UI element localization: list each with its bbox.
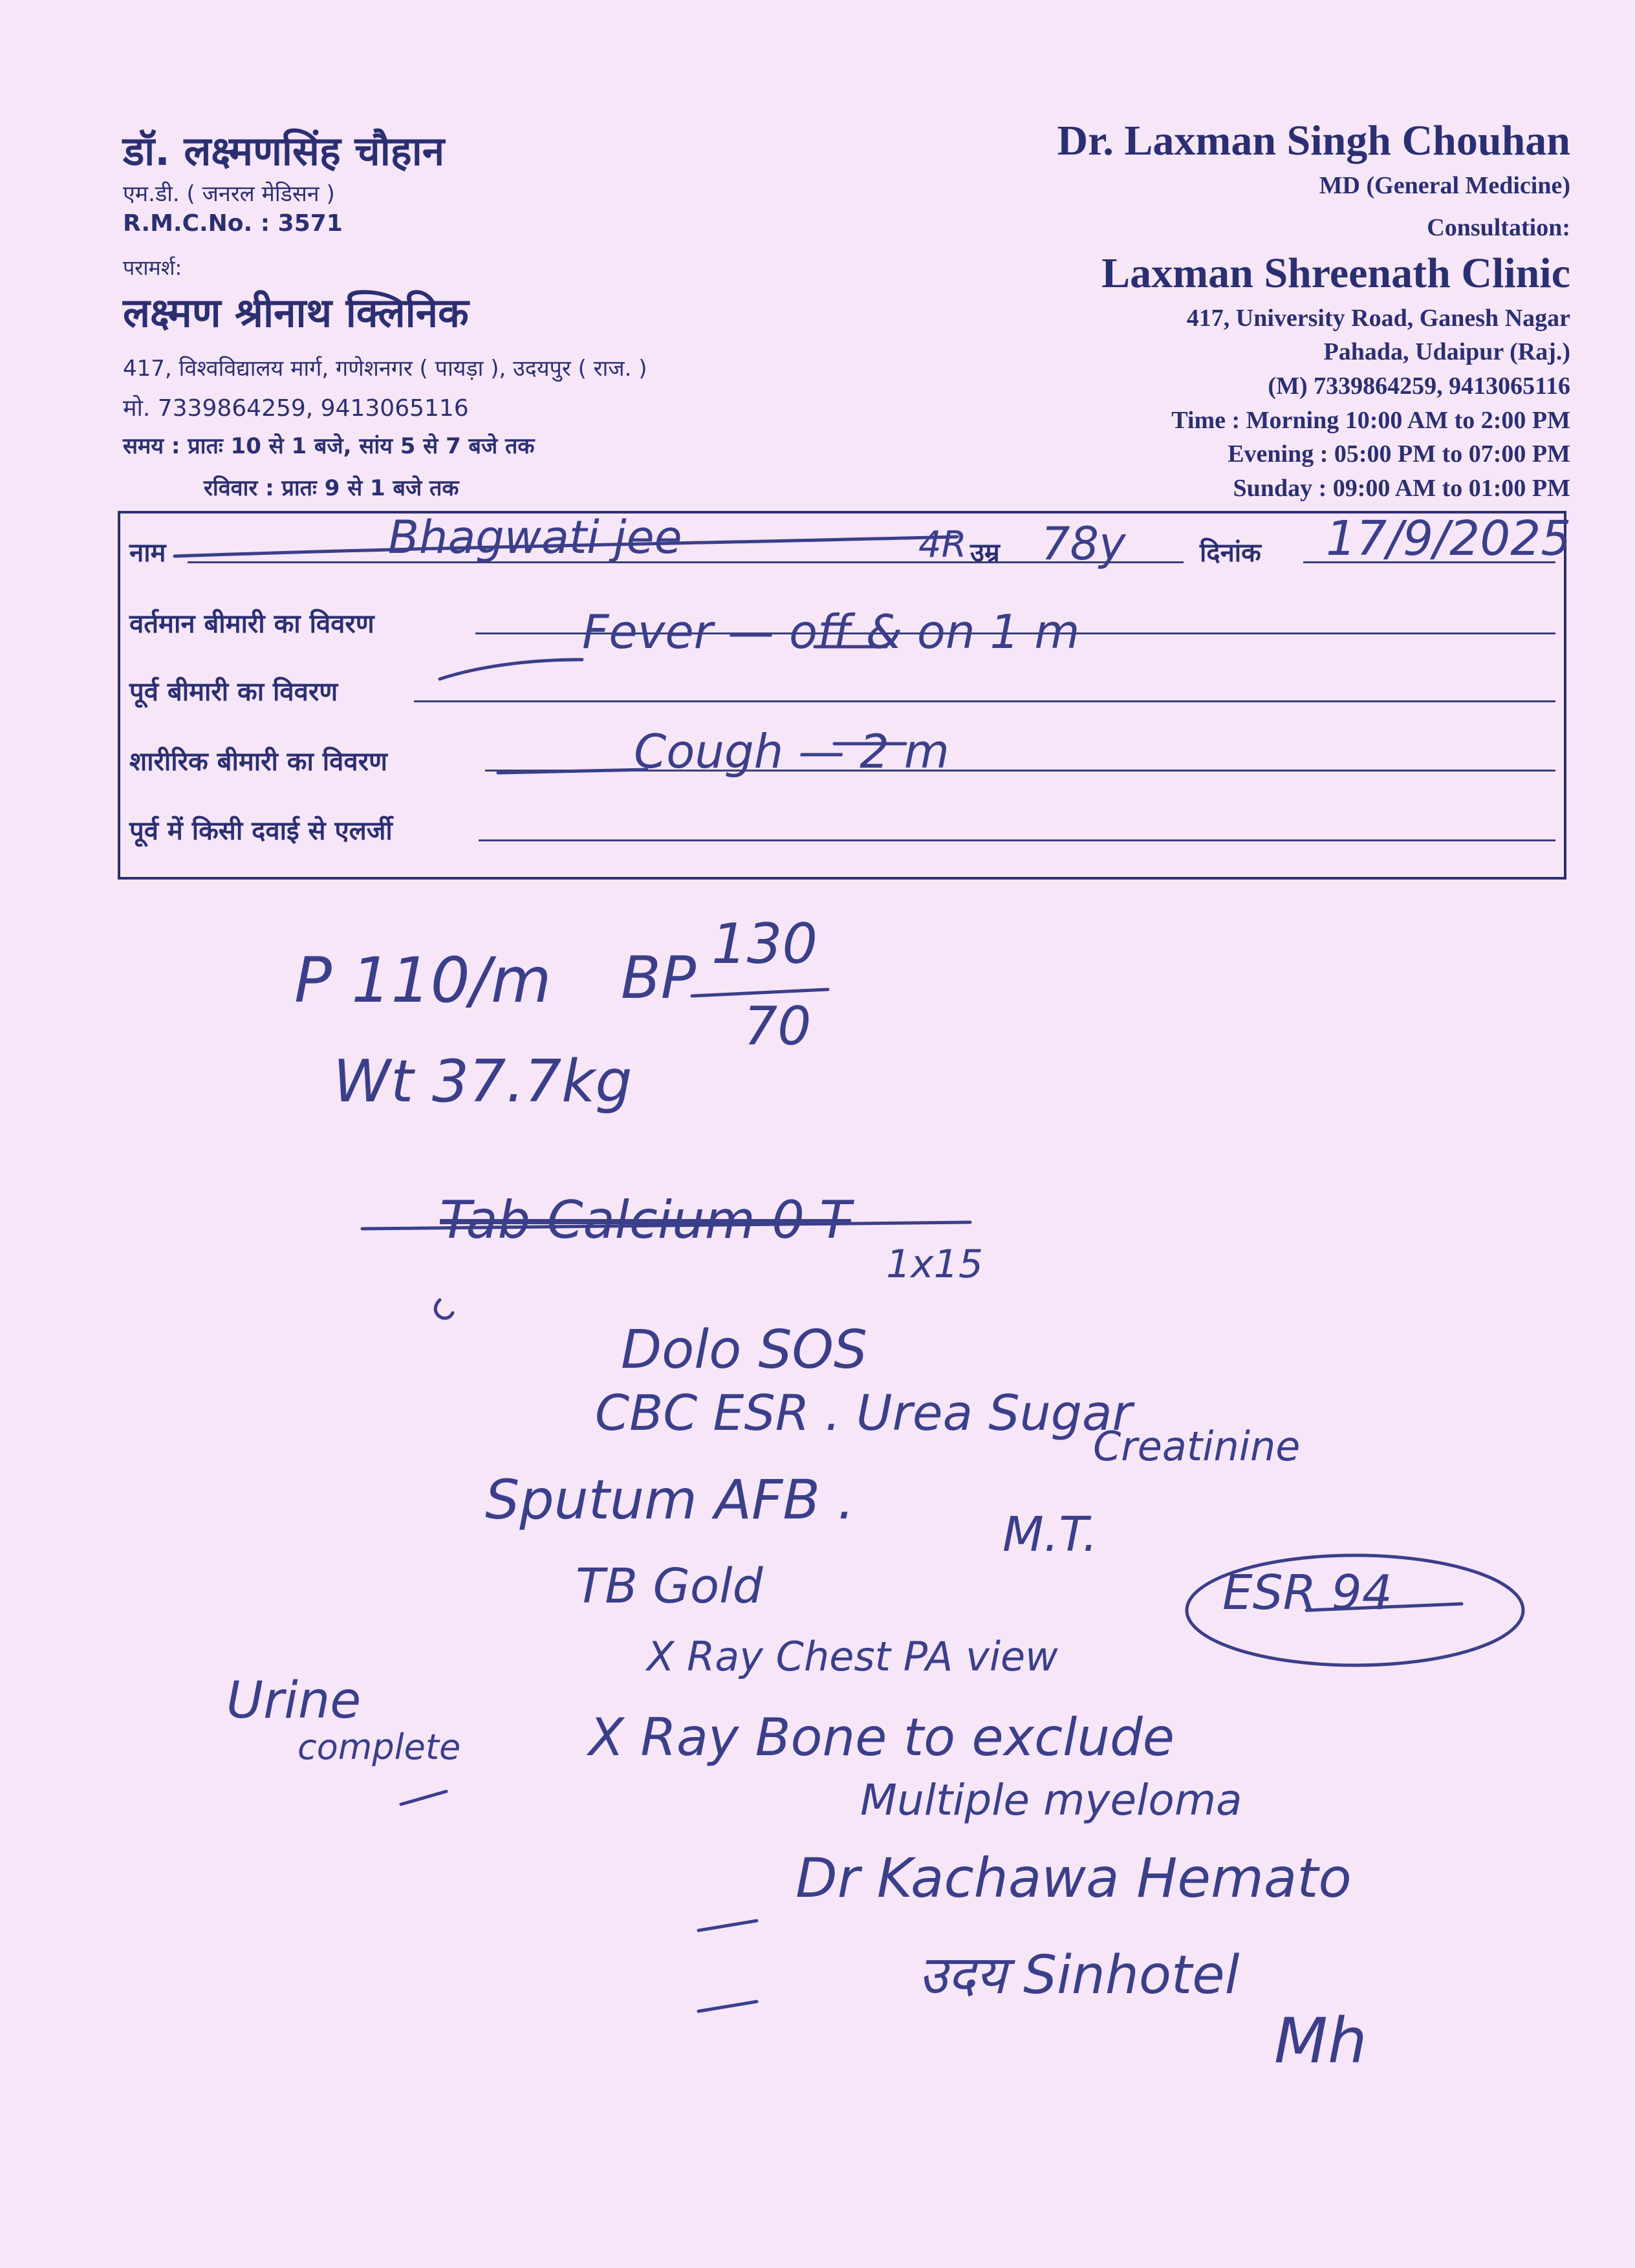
- clinic-timing-hindi: समय : प्रातः 10 से 1 बजे, सांय 5 से 7 बजे तक: [123, 433, 535, 459]
- present-illness-label: वर्तमान बीमारी का विवरण: [129, 609, 374, 639]
- advice-line-2: CBC ESR . Urea Sugar: [595, 1384, 1132, 1442]
- registration-number: R.M.C.No. : 3571: [123, 210, 343, 237]
- pulse-note: P 110/m: [294, 944, 552, 1017]
- bp-note: BP: [621, 944, 697, 1012]
- clinic-name-english: Laxman Shreenath Clinic: [1101, 250, 1570, 297]
- patient-name-extra: 4R: [918, 524, 967, 566]
- advice-line-7: Multiple myeloma: [860, 1775, 1242, 1825]
- physical-illness-value: Cough — 2 m: [634, 724, 949, 779]
- clinic-time-sunday: Sunday : 09:00 AM to 01:00 PM: [1233, 475, 1570, 502]
- doctor-degree-english: MD (General Medicine): [1319, 172, 1570, 199]
- clinic-address-hindi: 417, विश्वविद्यालय मार्ग, गणेशनगर ( पायड़ा ), उदयपुर ( राज. ): [123, 356, 647, 382]
- struck-prescription: Tab Calcium 0-T: [440, 1190, 851, 1250]
- clinic-name-hindi: लक्ष्मण श्रीनाथ क्लिनिक: [123, 289, 469, 336]
- patient-name-value: Bhagwati jee: [388, 511, 682, 564]
- clinic-address-line1: 417, University Road, Ganesh Nagar: [1186, 305, 1570, 332]
- urine-note: Urine: [226, 1672, 362, 1730]
- consultation-label-english: Consultation:: [1427, 214, 1570, 241]
- doctor-name-english: Dr. Laxman Singh Chouhan: [1057, 117, 1570, 164]
- name-label: नाम: [129, 538, 166, 568]
- doctor-signature: Mh: [1274, 2005, 1367, 2077]
- clinic-time-evening: Evening : 05:00 PM to 07:00 PM: [1228, 440, 1570, 468]
- past-illness-tick: [440, 660, 582, 679]
- advice-line-6: X Ray Bone to exclude: [589, 1707, 1175, 1767]
- present-illness-value: Fever — off & on 1 m: [582, 605, 1080, 659]
- advice-line-8: Dr Kachawa Hemato: [796, 1846, 1352, 1910]
- bottom-dash-2: [698, 2002, 757, 2011]
- age-label: उम्र: [970, 538, 1000, 568]
- clinic-phone-hindi: मो. 7339864259, 9413065116: [123, 395, 469, 422]
- doctor-name-hindi: डॉ. लक्ष्मणसिंह चौहान: [123, 127, 445, 175]
- urine-note-2: complete: [298, 1727, 461, 1767]
- bp-systolic: 130: [711, 912, 818, 977]
- date-label: दिनांक: [1200, 538, 1261, 568]
- struck-prescription-extra: 1x15: [886, 1242, 984, 1287]
- consultation-label-hindi: परामर्श:: [123, 255, 182, 280]
- advice-line-9: उदय Sinhotel: [918, 1945, 1240, 2006]
- physical-illness-label: शारीरिक बीमारी का विवरण: [129, 747, 387, 777]
- advice-line-4: TB Gold: [576, 1559, 763, 1614]
- esr-ellipse: [1187, 1555, 1523, 1665]
- advice-line-1: Dolo SOS: [621, 1319, 867, 1381]
- esr-underline: [1306, 1604, 1462, 1610]
- advice-line-4b: M.T.: [1002, 1507, 1098, 1562]
- clinic-address-line2: Pahada, Udaipur (Raj.): [1323, 338, 1570, 365]
- esr-result: ESR 94: [1222, 1565, 1392, 1621]
- past-illness-label: पूर्व बीमारी का विवरण: [129, 677, 338, 707]
- visit-date-value: 17/9/2025: [1326, 511, 1572, 567]
- rx-strike-line: [362, 1222, 970, 1229]
- allergy-label: पूर्व में किसी दवाई से एलर्जी: [129, 816, 393, 846]
- name-strike-stroke: [175, 537, 957, 556]
- clinic-sunday-hindi: रविवार : प्रातः 9 से 1 बजे तक: [204, 475, 459, 501]
- advice-line-3: Sputum AFB .: [485, 1468, 855, 1531]
- patient-age-value: 78y: [1041, 517, 1126, 570]
- urine-tick: [401, 1791, 446, 1804]
- bp-diastolic: 70: [744, 996, 812, 1057]
- advice-line-5: X Ray Chest PA view: [647, 1633, 1058, 1680]
- clinic-time-morning: Time : Morning 10:00 AM to 2:00 PM: [1171, 407, 1570, 434]
- rx-circle: [435, 1300, 453, 1318]
- bottom-dash-1: [698, 1921, 757, 1930]
- physical-illness-tick: [498, 770, 647, 773]
- doctor-degree-hindi: एम.डी. ( जनरल मेडिसन ): [123, 181, 335, 207]
- advice-line-2b: Creatinine: [1093, 1423, 1301, 1470]
- bp-fraction-line: [692, 989, 828, 996]
- weight-note: Wt 37.7kg: [333, 1048, 633, 1116]
- clinic-phone-english: (M) 7339864259, 9413065116: [1268, 373, 1570, 400]
